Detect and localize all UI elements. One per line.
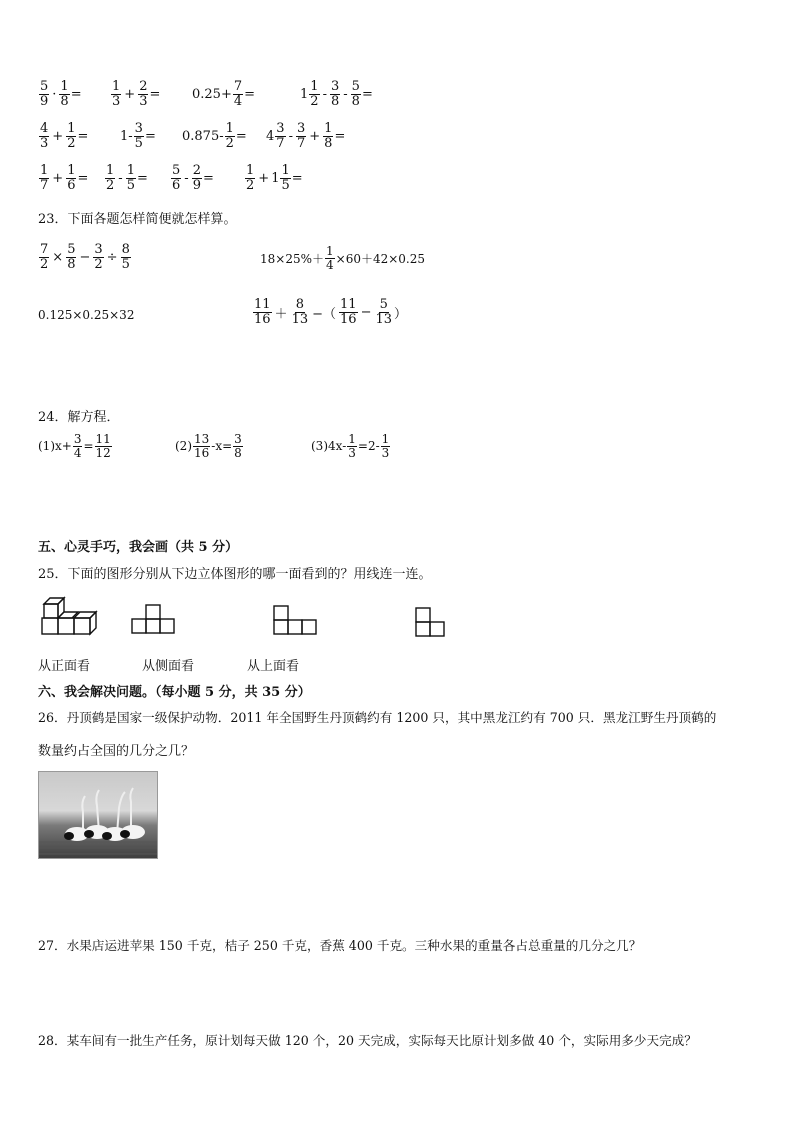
fraction: $\frac{1}{5}$ — [281, 163, 290, 193]
fraction: $\frac{2}{3}$ — [139, 79, 148, 109]
q23-title: 23．下面各题怎样简便就怎样算。 — [38, 212, 237, 227]
q23-expr-b: 18×25%＋ $\frac{1}{4}$ ×60＋42×0.25 — [260, 244, 426, 272]
fraction: $\frac{3}{8}$ — [234, 432, 242, 460]
fraction: $\frac{1}{2}$ — [67, 121, 76, 151]
fraction: $\frac{5}{13}$ — [375, 297, 393, 327]
calc-r3-e3: $\frac{5}{6}$ - $\frac{2}{9}$ = — [172, 163, 214, 193]
fraction: $\frac{3}{8}$ — [330, 79, 340, 109]
fraction: $\frac{3}{7}$ — [296, 121, 306, 151]
fraction: $\frac{1}{3}$ — [348, 432, 356, 460]
fraction: $\frac{5}{8}$ — [67, 242, 76, 272]
calc-r1-e4: 1 $\frac{1}{2}$ - $\frac{3}{8}$ - $\frac{5}{8}$ = — [300, 79, 373, 109]
fraction: $\frac{1}{2}$ — [106, 163, 115, 193]
section-6-title: 六、我会解决问题。（每小题 5 分，共 35 分） — [38, 685, 311, 700]
fraction: $\frac{1}{2}$ — [246, 163, 255, 193]
section-5-title: 五、心灵手巧，我会画（共 5 分） — [38, 540, 239, 555]
fraction: $\frac{4}{3}$ — [40, 121, 49, 151]
q28-text: 28．某车间有一批生产任务，原计划每天做 120 个，20 天完成，实际每天比原计划多做 40 个，实际用多少天完成？ — [38, 1033, 697, 1048]
fraction: $\frac{1}{8}$ — [324, 121, 333, 151]
view-label-top: 从上面看 — [247, 659, 300, 674]
solid-figure — [38, 594, 102, 638]
calc-r1-e1: $\frac{5}{9}$ · $\frac{1}{8}$ = — [40, 79, 82, 109]
calc-r2-e3: 0.875- $\frac{1}{2}$ = — [182, 121, 247, 151]
fraction: $\frac{3}{7}$ — [276, 121, 285, 151]
fraction: $\frac{7}{4}$ — [233, 79, 243, 109]
fraction: $\frac{2}{9}$ — [192, 163, 201, 193]
fraction: $\frac{1}{2}$ — [225, 121, 234, 151]
fraction: $\frac{1}{4}$ — [326, 244, 334, 272]
calc-r3-e4: $\frac{1}{2}$ + 1 $\frac{1}{5}$ = — [246, 163, 303, 193]
q24-eq-1: (1)x+ $\frac{3}{4}$ = $\frac{11}{12}$ — [38, 432, 111, 460]
fraction: $\frac{1}{3}$ — [381, 432, 390, 460]
fraction: $\frac{1}{6}$ — [67, 163, 76, 193]
fraction: $\frac{1}{3}$ — [112, 79, 121, 109]
view-top — [414, 606, 450, 646]
q23-expr-d: $\frac{11}{16}$ ＋ $\frac{8}{13}$ −（ $\frac{11}{16}$ − $\frac{5}{13}$ ） — [254, 297, 408, 327]
calc-r1-e2: $\frac{1}{3}$ + $\frac{2}{3}$ = — [112, 79, 161, 109]
q23-expr-a: $\frac{7}{2}$ × $\frac{5}{8}$ − $\frac{3}{2}$ ÷ $\frac{8}{5}$ — [40, 242, 130, 272]
fraction: $\frac{1}{7}$ — [40, 163, 49, 193]
fraction: $\frac{3}{5}$ — [134, 121, 143, 151]
fraction: $\frac{7}{2}$ — [40, 242, 49, 272]
crane-photo — [38, 771, 158, 859]
calc-row-1 — [38, 80, 373, 108]
calc-r1-e3: 0.25+ $\frac{7}{4}$ = — [192, 79, 256, 109]
fraction: $\frac{8}{5}$ — [121, 242, 130, 272]
view-label-front: 从正面看 — [38, 659, 91, 674]
fraction: $\frac{11}{16}$ — [254, 297, 271, 327]
calc-r2-e4: 4 $\frac{3}{7}$ - $\frac{3}{7}$ + $\frac{1}{8}$ = — [266, 121, 346, 151]
q24-eq-3: (3)4x- $\frac{1}{3}$ =2- $\frac{1}{3}$ — [311, 432, 390, 460]
fraction: $\frac{11}{12}$ — [95, 432, 111, 460]
fraction: $\frac{3}{4}$ — [73, 432, 82, 460]
fraction: $\frac{8}{13}$ — [291, 297, 309, 327]
calc-r2-e1: $\frac{4}{3}$ + $\frac{1}{2}$ = — [40, 121, 89, 151]
calc-row-3 — [38, 164, 303, 192]
fraction: $\frac{13}{16}$ — [194, 432, 210, 460]
calc-r3-e2: $\frac{1}{2}$ - $\frac{1}{5}$ = — [106, 163, 148, 193]
q25-title: 25．下面的图形分别从下边立体图形的哪一面看到的？用线连一连。 — [38, 567, 432, 582]
calc-r2-e2: 1- $\frac{3}{5}$ = — [120, 121, 156, 151]
q24-title: 24．解方程． — [38, 410, 120, 425]
q23-expr-c: 0.125×0.25×32 — [38, 308, 135, 322]
fraction: $\frac{5}{6}$ — [172, 163, 181, 193]
fraction: $\frac{1}{8}$ — [60, 79, 69, 109]
crane-illustration — [39, 772, 157, 858]
q26-line-2: 数量约占全国的几分之几？ — [38, 744, 195, 759]
calc-r3-e1: $\frac{1}{7}$ + $\frac{1}{6}$ = — [40, 163, 89, 193]
fraction: $\frac{1}{5}$ — [126, 163, 135, 193]
fraction: $\frac{3}{2}$ — [94, 242, 103, 272]
fraction: $\frac{5}{8}$ — [351, 79, 360, 109]
fraction: $\frac{1}{2}$ — [310, 79, 319, 109]
q26-line-1: 26．丹顶鹤是国家一级保护动物．2011 年全国野生丹顶鹤约有 1200 只，其中黑龙江约有 700 只．黑龙江野生丹顶鹤的 — [38, 710, 717, 725]
fraction: $\frac{5}{9}$ — [40, 79, 49, 109]
view-label-side: 从侧面看 — [142, 659, 195, 674]
q27-text: 27．水果店运进苹果 150 千克，桔子 250 千克，香蕉 400 千克。三种水果的重量各占总重量的几分之几？ — [38, 938, 642, 953]
fraction: $\frac{11}{16}$ — [340, 297, 357, 327]
view-front — [130, 603, 180, 639]
view-side — [272, 604, 322, 640]
q24-eq-2: (2) $\frac{13}{16}$ -x= $\frac{3}{8}$ — [175, 432, 242, 460]
calc-row-2 — [38, 122, 345, 150]
